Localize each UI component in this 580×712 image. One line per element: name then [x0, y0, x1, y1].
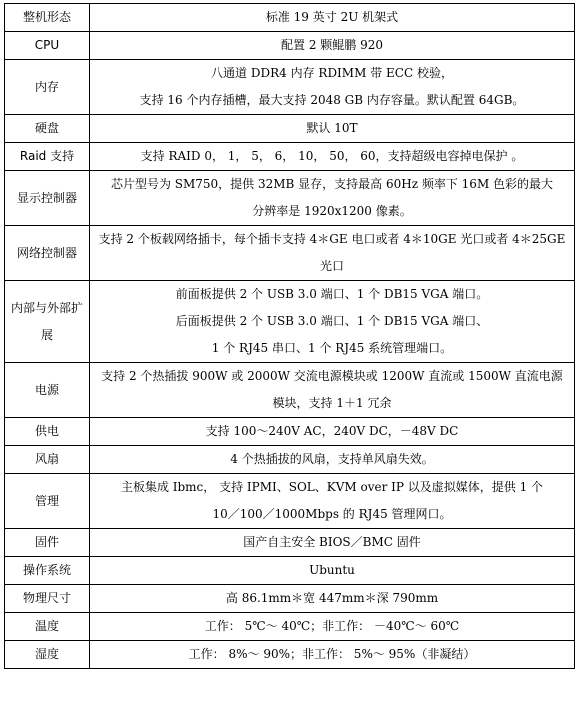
- table-row: [5, 226, 575, 281]
- spec-value-line: 后面板提供 2 个 USB 3.0 端口、1 个 DB15 VGA 端口、: [175, 314, 489, 328]
- spec-value-line: 模块，支持 1＋1 冗余: [272, 396, 392, 410]
- spec-value-line: 支持 2 个热插拔 900W 或 2000W 交流电源模块或 1200W 直流或 1500W 直流电源: [101, 369, 563, 383]
- spec-value: [90, 446, 575, 474]
- table-row: [5, 557, 575, 585]
- spec-value-line: 主板集成 Ibmc， 支持 IPMI、SOL、KVM over IP 以及虚拟媒体，提供 1 个: [120, 480, 544, 494]
- spec-label: 供电: [5, 418, 90, 446]
- spec-value: [90, 143, 575, 171]
- spec-value-line: Ubuntu: [309, 563, 355, 577]
- spec-value: [90, 529, 575, 557]
- spec-value: [90, 585, 575, 613]
- table-row: [5, 641, 575, 669]
- spec-value: [90, 4, 575, 32]
- spec-value: [90, 641, 575, 669]
- spec-value-line: 4 个热插拔的风扇，支持单风扇失效。: [230, 452, 434, 466]
- spec-label: Raid 支持: [5, 143, 90, 171]
- spec-value-line: 前面板提供 2 个 USB 3.0 端口、1 个 DB15 VGA 端口。: [175, 287, 489, 301]
- table-row: [5, 171, 575, 226]
- spec-value: [90, 418, 575, 446]
- spec-label: 显示控制器: [5, 171, 90, 226]
- spec-value: [90, 281, 575, 363]
- spec-value: [90, 226, 575, 281]
- table-row: [5, 474, 575, 529]
- spec-value: [90, 557, 575, 585]
- table-row: [5, 613, 575, 641]
- table-row: [5, 281, 575, 363]
- spec-value: [90, 363, 575, 418]
- spec-label: 内部与外部扩展: [5, 281, 90, 363]
- spec-label: 操作系统: [5, 557, 90, 585]
- spec-label: 内存: [5, 60, 90, 115]
- table-row: [5, 363, 575, 418]
- spec-label: 管理: [5, 474, 90, 529]
- table-row: [5, 418, 575, 446]
- table-row: [5, 32, 575, 60]
- spec-value-line: 芯片型号为 SM750，提供 32MB 显存，支持最高 60Hz 频率下 16M 色彩的最大: [110, 177, 554, 191]
- spec-value-line: 支持 16 个内存插槽，最大支持 2048 GB 内存容量。默认配置 64GB。: [139, 93, 525, 107]
- table-row: [5, 115, 575, 143]
- spec-value: [90, 474, 575, 529]
- spec-value: [90, 613, 575, 641]
- spec-label: CPU: [5, 32, 90, 60]
- spec-value-line: 八通道 DDR4 内存 RDIMM 带 ECC 校验，: [211, 66, 453, 80]
- spec-label: 湿度: [5, 641, 90, 669]
- spec-label: 整机形态: [5, 4, 90, 32]
- spec-label: 网络控制器: [5, 226, 90, 281]
- table-row: [5, 529, 575, 557]
- spec-value-line: 高 86.1mm＊宽 447mm＊深 790mm: [225, 591, 439, 605]
- table-row: [5, 60, 575, 115]
- table-row: [5, 446, 575, 474]
- table-row: [5, 585, 575, 613]
- table-row: [5, 143, 575, 171]
- spec-value: [90, 60, 575, 115]
- spec-value-line: 工作： 8%～ 90%；非工作： 5%～ 95%（非凝结）: [188, 647, 476, 661]
- spec-value-line: 国产自主安全 BIOS／BMC 固件: [243, 535, 421, 549]
- spec-table-body: [5, 4, 575, 669]
- spec-value-line: 支持 2 个板载网络插卡，每个插卡支持 4＊GE 电口或者 4＊10GE 光口或者 4＊25GE: [98, 232, 566, 246]
- spec-label: 物理尺寸: [5, 585, 90, 613]
- spec-label: 硬盘: [5, 115, 90, 143]
- spec-value: [90, 115, 575, 143]
- spec-value: [90, 171, 575, 226]
- table-row: [5, 4, 575, 32]
- spec-value-line: 10／100／1000Mbps 的 RJ45 管理网口。: [212, 507, 452, 521]
- spec-value-line: 分辨率是 1920x1200 像素。: [252, 204, 412, 218]
- spec-value-line: 工作： 5℃～ 40℃；非工作： －40℃～ 60℃: [204, 619, 460, 633]
- spec-value-line: 1 个 RJ45 串口、1 个 RJ45 系统管理端口。: [211, 341, 453, 355]
- spec-value-line: 默认 10T: [306, 121, 358, 135]
- spec-value: [90, 32, 575, 60]
- spec-value-line: 支持 100～240V AC，240V DC，－48V DC: [205, 424, 459, 438]
- spec-label: 固件: [5, 529, 90, 557]
- spec-label: 温度: [5, 613, 90, 641]
- spec-label: 风扇: [5, 446, 90, 474]
- spec-table: [4, 3, 575, 669]
- spec-value-line: 配置 2 颗鲲鹏 920: [281, 38, 383, 52]
- spec-label: 电源: [5, 363, 90, 418]
- spec-value-line: 光口: [319, 259, 344, 273]
- spec-value-line: 支持 RAID 0， 1， 5， 6， 10， 50， 60，支持超级电容掉电保护 。: [140, 149, 524, 163]
- spec-value-line: 标准 19 英寸 2U 机架式: [265, 10, 399, 24]
